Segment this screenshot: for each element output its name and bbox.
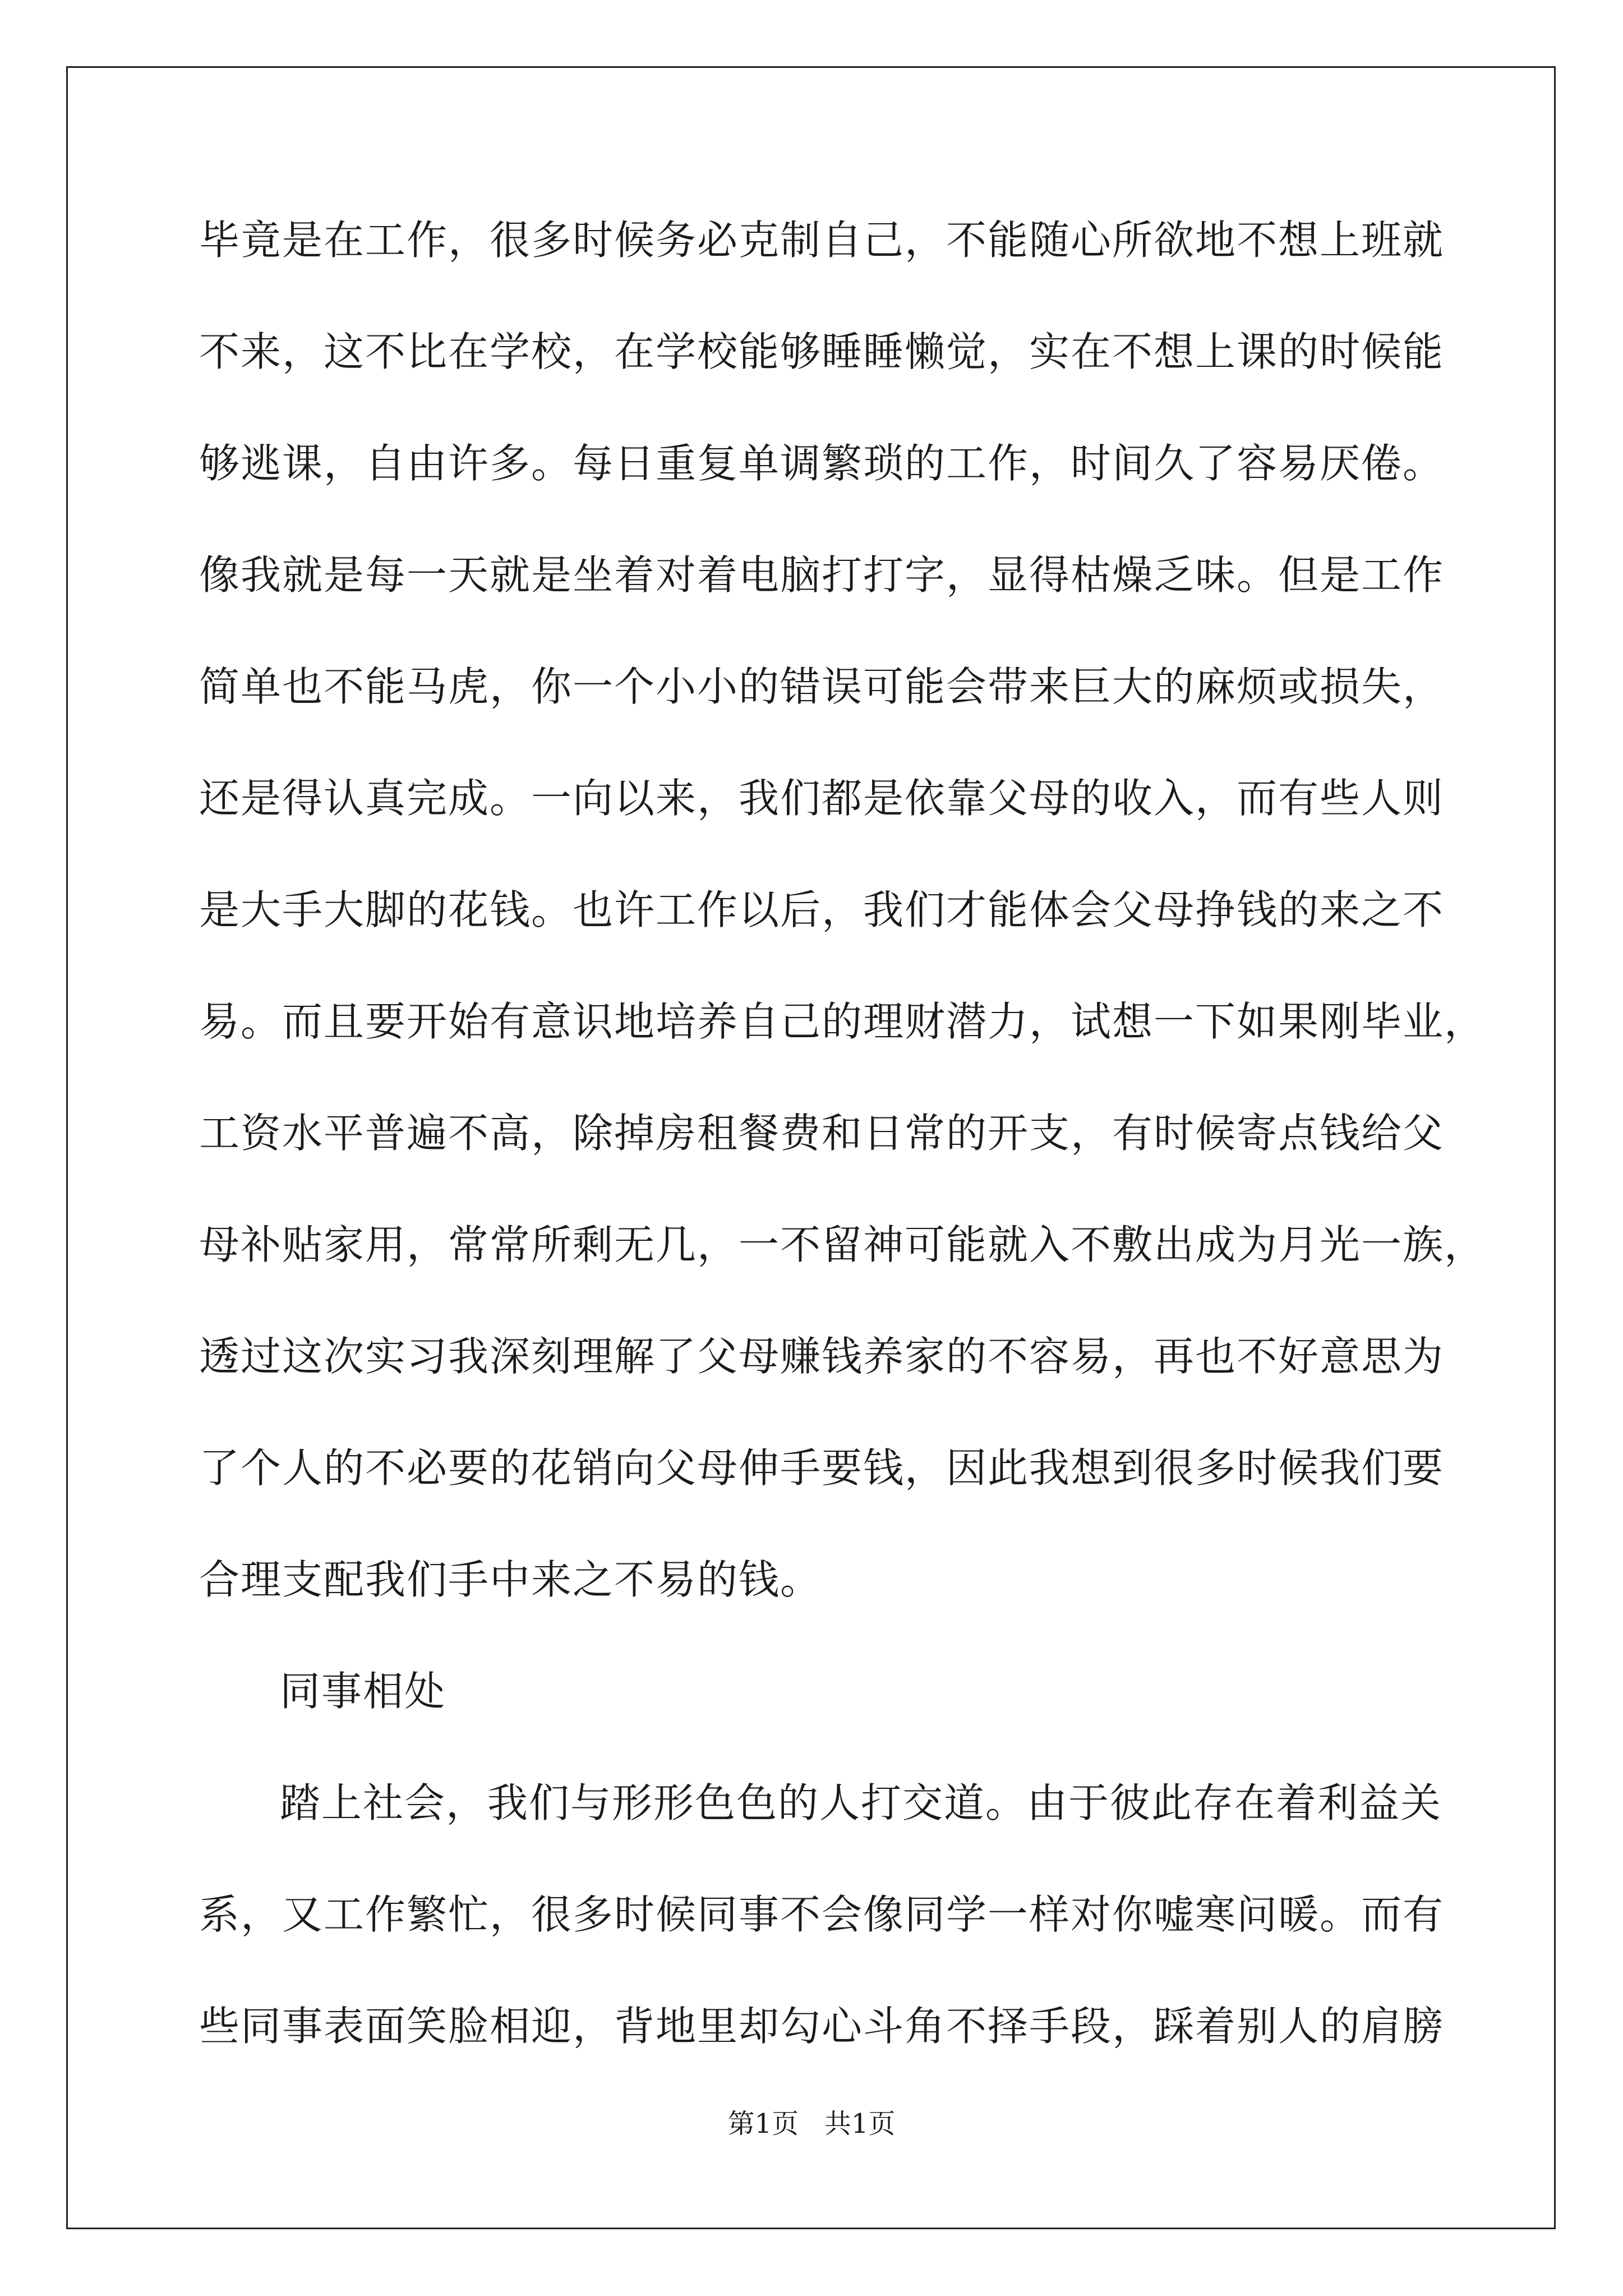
text-line: 了个人的不必要的花销向父母伸手要钱，因此我想到很多时候我们要: [199, 1444, 1445, 1492]
text-line: 像我就是每一天就是坐着对着电脑打打字，显得枯燥乏味。但是工作: [199, 551, 1445, 599]
text-line: 系，又工作繁忙，很多时候同事不会像同学一样对你嘘寒问暖。而有: [199, 1891, 1445, 1938]
text-line: 透过这次实习我深刻理解了父母赚钱养家的不容易，再也不好意思为: [199, 1333, 1445, 1380]
text-line: 毕竟是在工作，很多时候务必克制自己，不能随心所欲地不想上班就: [199, 217, 1445, 264]
text-line: 母补贴家用，常常所剩无几，一不留神可能就入不敷出成为月光一族，: [199, 1221, 1486, 1268]
section-heading: 同事相处: [280, 1668, 446, 1715]
text-line: 简单也不能马虎，你一个小小的错误可能会带来巨大的麻烦或损失，: [199, 663, 1445, 710]
text-line: 踏上社会，我们与形形色色的人打交道。由于彼此存在着利益关: [280, 1779, 1442, 1826]
page-footer: [0, 2108, 1623, 2139]
text-line: 些同事表面笑脸相迎，背地里却勾心斗角不择手段，踩着别人的肩膀: [199, 2003, 1445, 2050]
text-line: 不来，这不比在学校，在学校能够睡睡懒觉，实在不想上课的时候能: [199, 328, 1445, 375]
text-line: 还是得认真完成。一向以来，我们都是依靠父母的收入，而有些人则: [199, 775, 1445, 822]
page-total: 共1页: [824, 2108, 896, 2139]
text-line: 够逃课，自由许多。每日重复单调繁琐的工作，时间久了容易厌倦。: [199, 440, 1445, 487]
page-number: 第1页: [727, 2108, 799, 2139]
text-line: 易。而且要开始有意识地培养自己的理财潜力，试想一下如果刚毕业，: [199, 998, 1486, 1045]
text-line: 是大手大脚的花钱。也许工作以后，我们才能体会父母挣钱的来之不: [199, 886, 1445, 933]
text-line: 合理支配我们手中来之不易的钱。: [199, 1556, 822, 1603]
document-body: [199, 217, 1486, 2115]
text-line: 工资水平普遍不高，除掉房租餐费和日常的开支，有时候寄点钱给父: [199, 1110, 1445, 1157]
